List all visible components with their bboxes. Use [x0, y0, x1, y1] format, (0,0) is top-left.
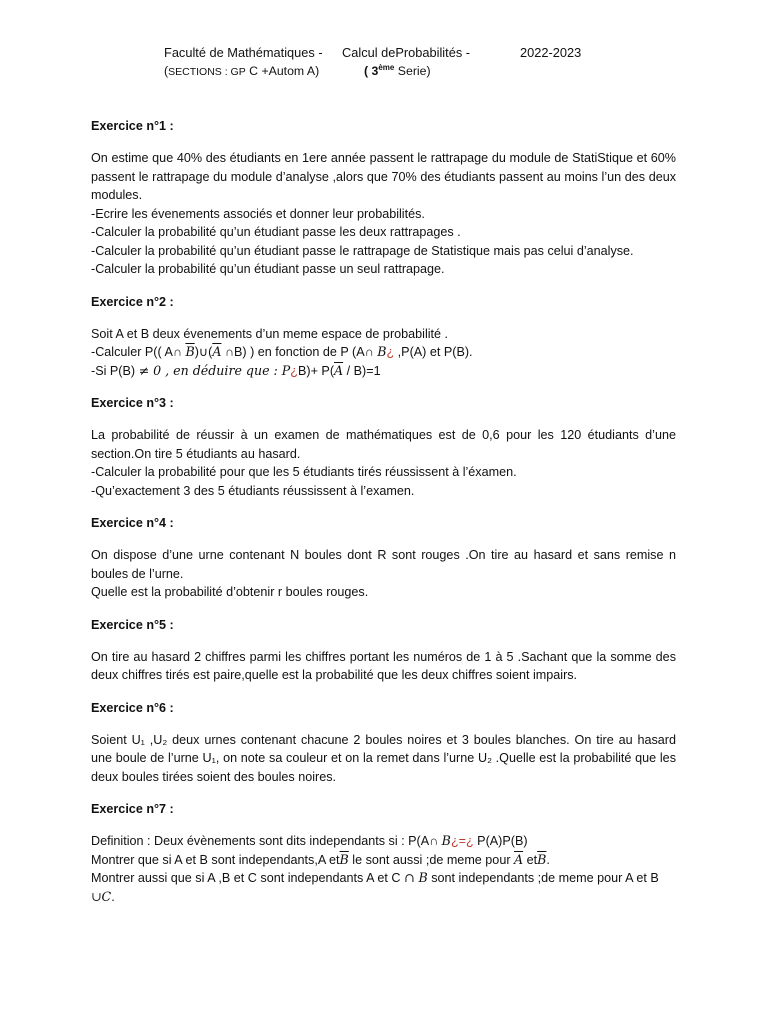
exercise-2-title: Exercice n°2 : [91, 294, 174, 309]
exercise-1-statement: On estime que 40% des étudiants en 1ere année passent le rattrapage du module de StatiStique et 60% passent le rattrapage du module d’analyse ,alors que 70% des étudiants passent au moins l’un des deux modules. [91, 151, 676, 202]
exercise-3-statement: La probabilité de réussir à un examen de mathématiques est de 0,6 pour les 120 étudiants d’une section.On tire 5 étudiants au hasard. [91, 428, 676, 461]
serie-label: Serie) [394, 64, 431, 78]
exercise-1-body [91, 149, 676, 279]
exercise-1-question: -Calculer la probabilité qu’un étudiant passe un seul rattrapage. [91, 262, 445, 276]
sections-label: SECTIONS : GP [168, 66, 246, 78]
exercise-7-definition: Definition : Deux évènements sont dits independants si : P(A∩ B¿=¿ P(A)P(B) [91, 833, 528, 848]
header-line-2 [164, 62, 581, 81]
serie-number: ( 3ème [364, 62, 395, 78]
exercise-4-statement: On dispose d’une urne contenant N boules dont R sont rouges .On tire au hasard et sans remise n boules de l’urne. [91, 548, 676, 581]
exercise-3-question: -Qu’exactement 3 des 5 étudiants réussissent à l’examen. [91, 483, 415, 498]
exercise-1-question: -Calculer la probabilité qu’un étudiant passe le rattrapage de Statistique mais pas celui d’analyse. [91, 243, 634, 258]
exercise-6-body [91, 731, 676, 787]
document-header [164, 44, 581, 81]
exercise-4-body [91, 546, 676, 602]
course-name: Calcul deProbabilités - [342, 45, 471, 60]
exercise-5-statement: On tire au hasard 2 chiffres parmi les chiffres portant les numéros de 1 à 5 .Sachant que la somme des deux chiffres tirés est paire,quelle est la probabilité que les deux chiffres soient impairs. [91, 649, 676, 682]
exercise-4-title: Exercice n°4 : [91, 516, 174, 530]
exercise-7-question: Montrer que si A et B sont independants,A $et\overline{B}$ le sont aussi ;de meme pour $\overline{A}$ $et\overline{B}$. [91, 851, 550, 867]
exercise-1-question: -Ecrire les évenements associés et donner leur probabilités. [91, 206, 425, 221]
exercise-1-title: Exercice n°1 : [91, 119, 174, 133]
academic-year: 2022-2023 [520, 45, 582, 60]
sections-value: C +Autom A) [249, 64, 320, 78]
exercise-3-body [91, 426, 676, 500]
exercise-6-title: Exercice n°6 : [91, 700, 174, 715]
header-line-1 [164, 44, 581, 62]
exercise-5-body [91, 648, 676, 685]
exercise-4-question: Quelle est la probabilité d’obtenir r boules rouges. [91, 585, 369, 599]
exercise-2-question: -Calculer P(( A∩ $\overline{B})\cup(\overline{A}$ ∩B) ) en fonction de P (A∩ B¿ ,P(A) et P(B). [91, 344, 473, 359]
exercise-2-body [91, 325, 676, 381]
exercise-5-title: Exercice n°5 : [91, 617, 174, 632]
faculty-name: Faculté de Mathématiques - [164, 45, 323, 60]
exercise-3-question: -Calculer la probabilité pour que les 5 étudiants tirés réussissent à l’éxamen. [91, 465, 517, 479]
exercise-1-question: -Calculer la probabilité qu’un étudiant passe les deux rattrapages . [91, 225, 461, 239]
exercise-7-body [91, 832, 676, 906]
exercise-3-title: Exercice n°3 : [91, 396, 174, 410]
sections-info: (SECTIONS : GP C +Autom A) [164, 64, 320, 78]
exercise-6-statement: Soient U₁ ,U₂ deux urnes contenant chacune 2 boules noires et 3 boules blanches. On tire au hasard une boule de l’urne U₁, on note sa couleur et on la remet dans l’urne U₂ .Quelle est la probabilité que les deux boules tirées soient des boules noires. [91, 732, 676, 784]
exercise-list [91, 117, 676, 920]
exercise-2-question: -Si P(B) ≠ 0 , en déduire que : P¿B)+ $P(\overline{A} / B)=1$ [91, 362, 381, 378]
exercise-2-statement: Soit A et B deux évenements d’un meme espace de probabilité . [91, 326, 449, 341]
exercise-7-question: Montrer aussi que si A ,B et C sont independants A et C ∩ B sont independants ;de meme pour A et B ∪C. [91, 870, 659, 904]
exercise-7-title: Exercice n°7 : [91, 802, 174, 816]
